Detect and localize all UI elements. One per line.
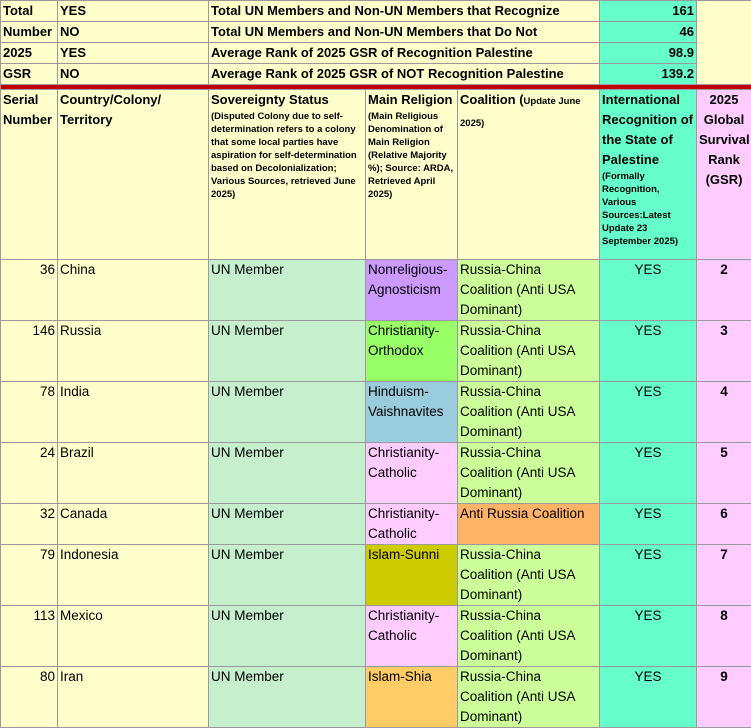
summary-description[interactable]: Total UN Members and Non-UN Members that Do Not (209, 22, 600, 43)
table-row (1, 606, 751, 667)
header-country[interactable] (58, 90, 209, 260)
coalition-cell[interactable]: Russia-China Coalition (Anti USA Dominant) (458, 260, 600, 321)
gsr-rank-cell[interactable]: 3 (697, 321, 751, 382)
header-religion[interactable] (366, 90, 458, 260)
gsr-rank-cell[interactable]: 4 (697, 382, 751, 443)
coalition-cell[interactable]: Russia-China Coalition (Anti USA Dominant) (458, 667, 600, 728)
header-coalition[interactable] (458, 90, 600, 260)
header-recognition-title: International Recognition of the State of Palestine (602, 92, 693, 167)
sovereignty-cell[interactable]: UN Member (209, 260, 366, 321)
table-row (1, 667, 751, 728)
summary-label[interactable]: GSR (1, 64, 58, 85)
table-row (1, 504, 751, 545)
country-cell[interactable]: India (58, 382, 209, 443)
summary-answer[interactable]: YES (58, 43, 209, 64)
header-serial-title: Serial Number (3, 92, 52, 127)
serial-cell[interactable]: 36 (1, 260, 58, 321)
header-recognition-note: (Formally Recognition, Various Sources:Latest Update 23 September 2025) (602, 170, 694, 248)
country-cell[interactable]: Iran (58, 667, 209, 728)
religion-cell[interactable]: Christianity-Orthodox (366, 321, 458, 382)
header-gsr[interactable] (697, 90, 751, 260)
serial-cell[interactable]: 24 (1, 443, 58, 504)
recognition-cell[interactable]: YES (600, 443, 697, 504)
country-cell[interactable]: Russia (58, 321, 209, 382)
header-sovereignty-title: Sovereignty Status (211, 92, 329, 107)
sovereignty-cell[interactable]: UN Member (209, 382, 366, 443)
summary-answer[interactable]: NO (58, 64, 209, 85)
summary-value[interactable]: 139.2 (600, 64, 697, 85)
header-serial[interactable] (1, 90, 58, 260)
religion-cell[interactable]: Nonreligious-Agnosticism (366, 260, 458, 321)
sovereignty-cell[interactable]: UN Member (209, 545, 366, 606)
gsr-rank-cell[interactable]: 8 (697, 606, 751, 667)
country-cell[interactable]: Brazil (58, 443, 209, 504)
header-coalition-note: Update June 2025) (460, 96, 581, 129)
recognition-cell[interactable]: YES (600, 667, 697, 728)
serial-cell[interactable]: 146 (1, 321, 58, 382)
country-cell[interactable]: Canada (58, 504, 209, 545)
summary-row (1, 1, 751, 22)
table-row (1, 545, 751, 606)
header-coalition-title: Coalition ( (460, 92, 524, 107)
summary-empty-cell[interactable] (697, 1, 751, 85)
summary-value[interactable]: 161 (600, 1, 697, 22)
recognition-cell[interactable]: YES (600, 321, 697, 382)
country-cell[interactable]: Mexico (58, 606, 209, 667)
table-row (1, 260, 751, 321)
summary-row (1, 64, 751, 85)
religion-cell[interactable]: Islam-Sunni (366, 545, 458, 606)
summary-label[interactable]: Total (1, 1, 58, 22)
recognition-cell[interactable]: YES (600, 260, 697, 321)
recognition-cell[interactable]: YES (600, 606, 697, 667)
serial-cell[interactable]: 78 (1, 382, 58, 443)
religion-cell[interactable]: Christianity-Catholic (366, 504, 458, 545)
serial-cell[interactable]: 80 (1, 667, 58, 728)
religion-cell[interactable]: Christianity-Catholic (366, 443, 458, 504)
summary-label[interactable]: Number (1, 22, 58, 43)
gsr-rank-cell[interactable]: 7 (697, 545, 751, 606)
gsr-rank-cell[interactable]: 9 (697, 667, 751, 728)
summary-answer[interactable]: NO (58, 22, 209, 43)
header-row (1, 90, 751, 260)
header-sovereignty-note: (Disputed Colony due to self-determination refers to a colony that some local parties have aspiration for self-determination based on Decolonialization; Various Sources, retrieved June 2025) (211, 110, 363, 201)
sovereignty-cell[interactable]: UN Member (209, 504, 366, 545)
gsr-rank-cell[interactable]: 5 (697, 443, 751, 504)
summary-label[interactable]: 2025 (1, 43, 58, 64)
summary-description[interactable]: Total UN Members and Non-UN Members that Recognize (209, 1, 600, 22)
coalition-cell[interactable]: Russia-China Coalition (Anti USA Dominant) (458, 321, 600, 382)
coalition-cell[interactable]: Russia-China Coalition (Anti USA Dominant) (458, 545, 600, 606)
summary-value[interactable]: 98.9 (600, 43, 697, 64)
religion-cell[interactable]: Islam-Shia (366, 667, 458, 728)
summary-answer[interactable]: YES (58, 1, 209, 22)
recognition-cell[interactable]: YES (600, 545, 697, 606)
gsr-rank-cell[interactable]: 2 (697, 260, 751, 321)
religion-cell[interactable]: Christianity-Catholic (366, 606, 458, 667)
summary-value[interactable]: 46 (600, 22, 697, 43)
coalition-cell[interactable]: Russia-China Coalition (Anti USA Dominant) (458, 606, 600, 667)
summary-description[interactable]: Average Rank of 2025 GSR of Recognition Palestine (209, 43, 600, 64)
country-cell[interactable]: Indonesia (58, 545, 209, 606)
serial-cell[interactable]: 79 (1, 545, 58, 606)
sovereignty-cell[interactable]: UN Member (209, 667, 366, 728)
serial-cell[interactable]: 32 (1, 504, 58, 545)
table-row (1, 321, 751, 382)
coalition-cell[interactable]: Russia-China Coalition (Anti USA Dominant) (458, 382, 600, 443)
coalition-cell[interactable]: Anti Russia Coalition (458, 504, 600, 545)
summary-row (1, 43, 751, 64)
country-cell[interactable]: China (58, 260, 209, 321)
sovereignty-cell[interactable]: UN Member (209, 443, 366, 504)
table-row (1, 443, 751, 504)
coalition-cell[interactable]: Russia-China Coalition (Anti USA Dominant) (458, 443, 600, 504)
summary-row (1, 22, 751, 43)
header-sovereignty[interactable] (209, 90, 366, 260)
header-recognition[interactable] (600, 90, 697, 260)
summary-description[interactable]: Average Rank of 2025 GSR of NOT Recognition Palestine (209, 64, 600, 85)
religion-cell[interactable]: Hinduism-Vaishnavites (366, 382, 458, 443)
sovereignty-cell[interactable]: UN Member (209, 606, 366, 667)
header-gsr-title: 2025 Global Survival Rank (GSR) (699, 92, 750, 187)
recognition-cell[interactable]: YES (600, 504, 697, 545)
serial-cell[interactable]: 113 (1, 606, 58, 667)
table-row (1, 382, 751, 443)
header-religion-note: (Main Religious Denomination of Main Religion (Relative Majority %); Source: ARDA, Retrieved April 2025) (368, 110, 455, 201)
recognition-cell[interactable]: YES (600, 382, 697, 443)
gsr-rank-cell[interactable]: 6 (697, 504, 751, 545)
sovereignty-cell[interactable]: UN Member (209, 321, 366, 382)
header-religion-title: Main Religion (368, 92, 453, 107)
header-country-title: Country/Colony/ Territory (60, 92, 161, 127)
